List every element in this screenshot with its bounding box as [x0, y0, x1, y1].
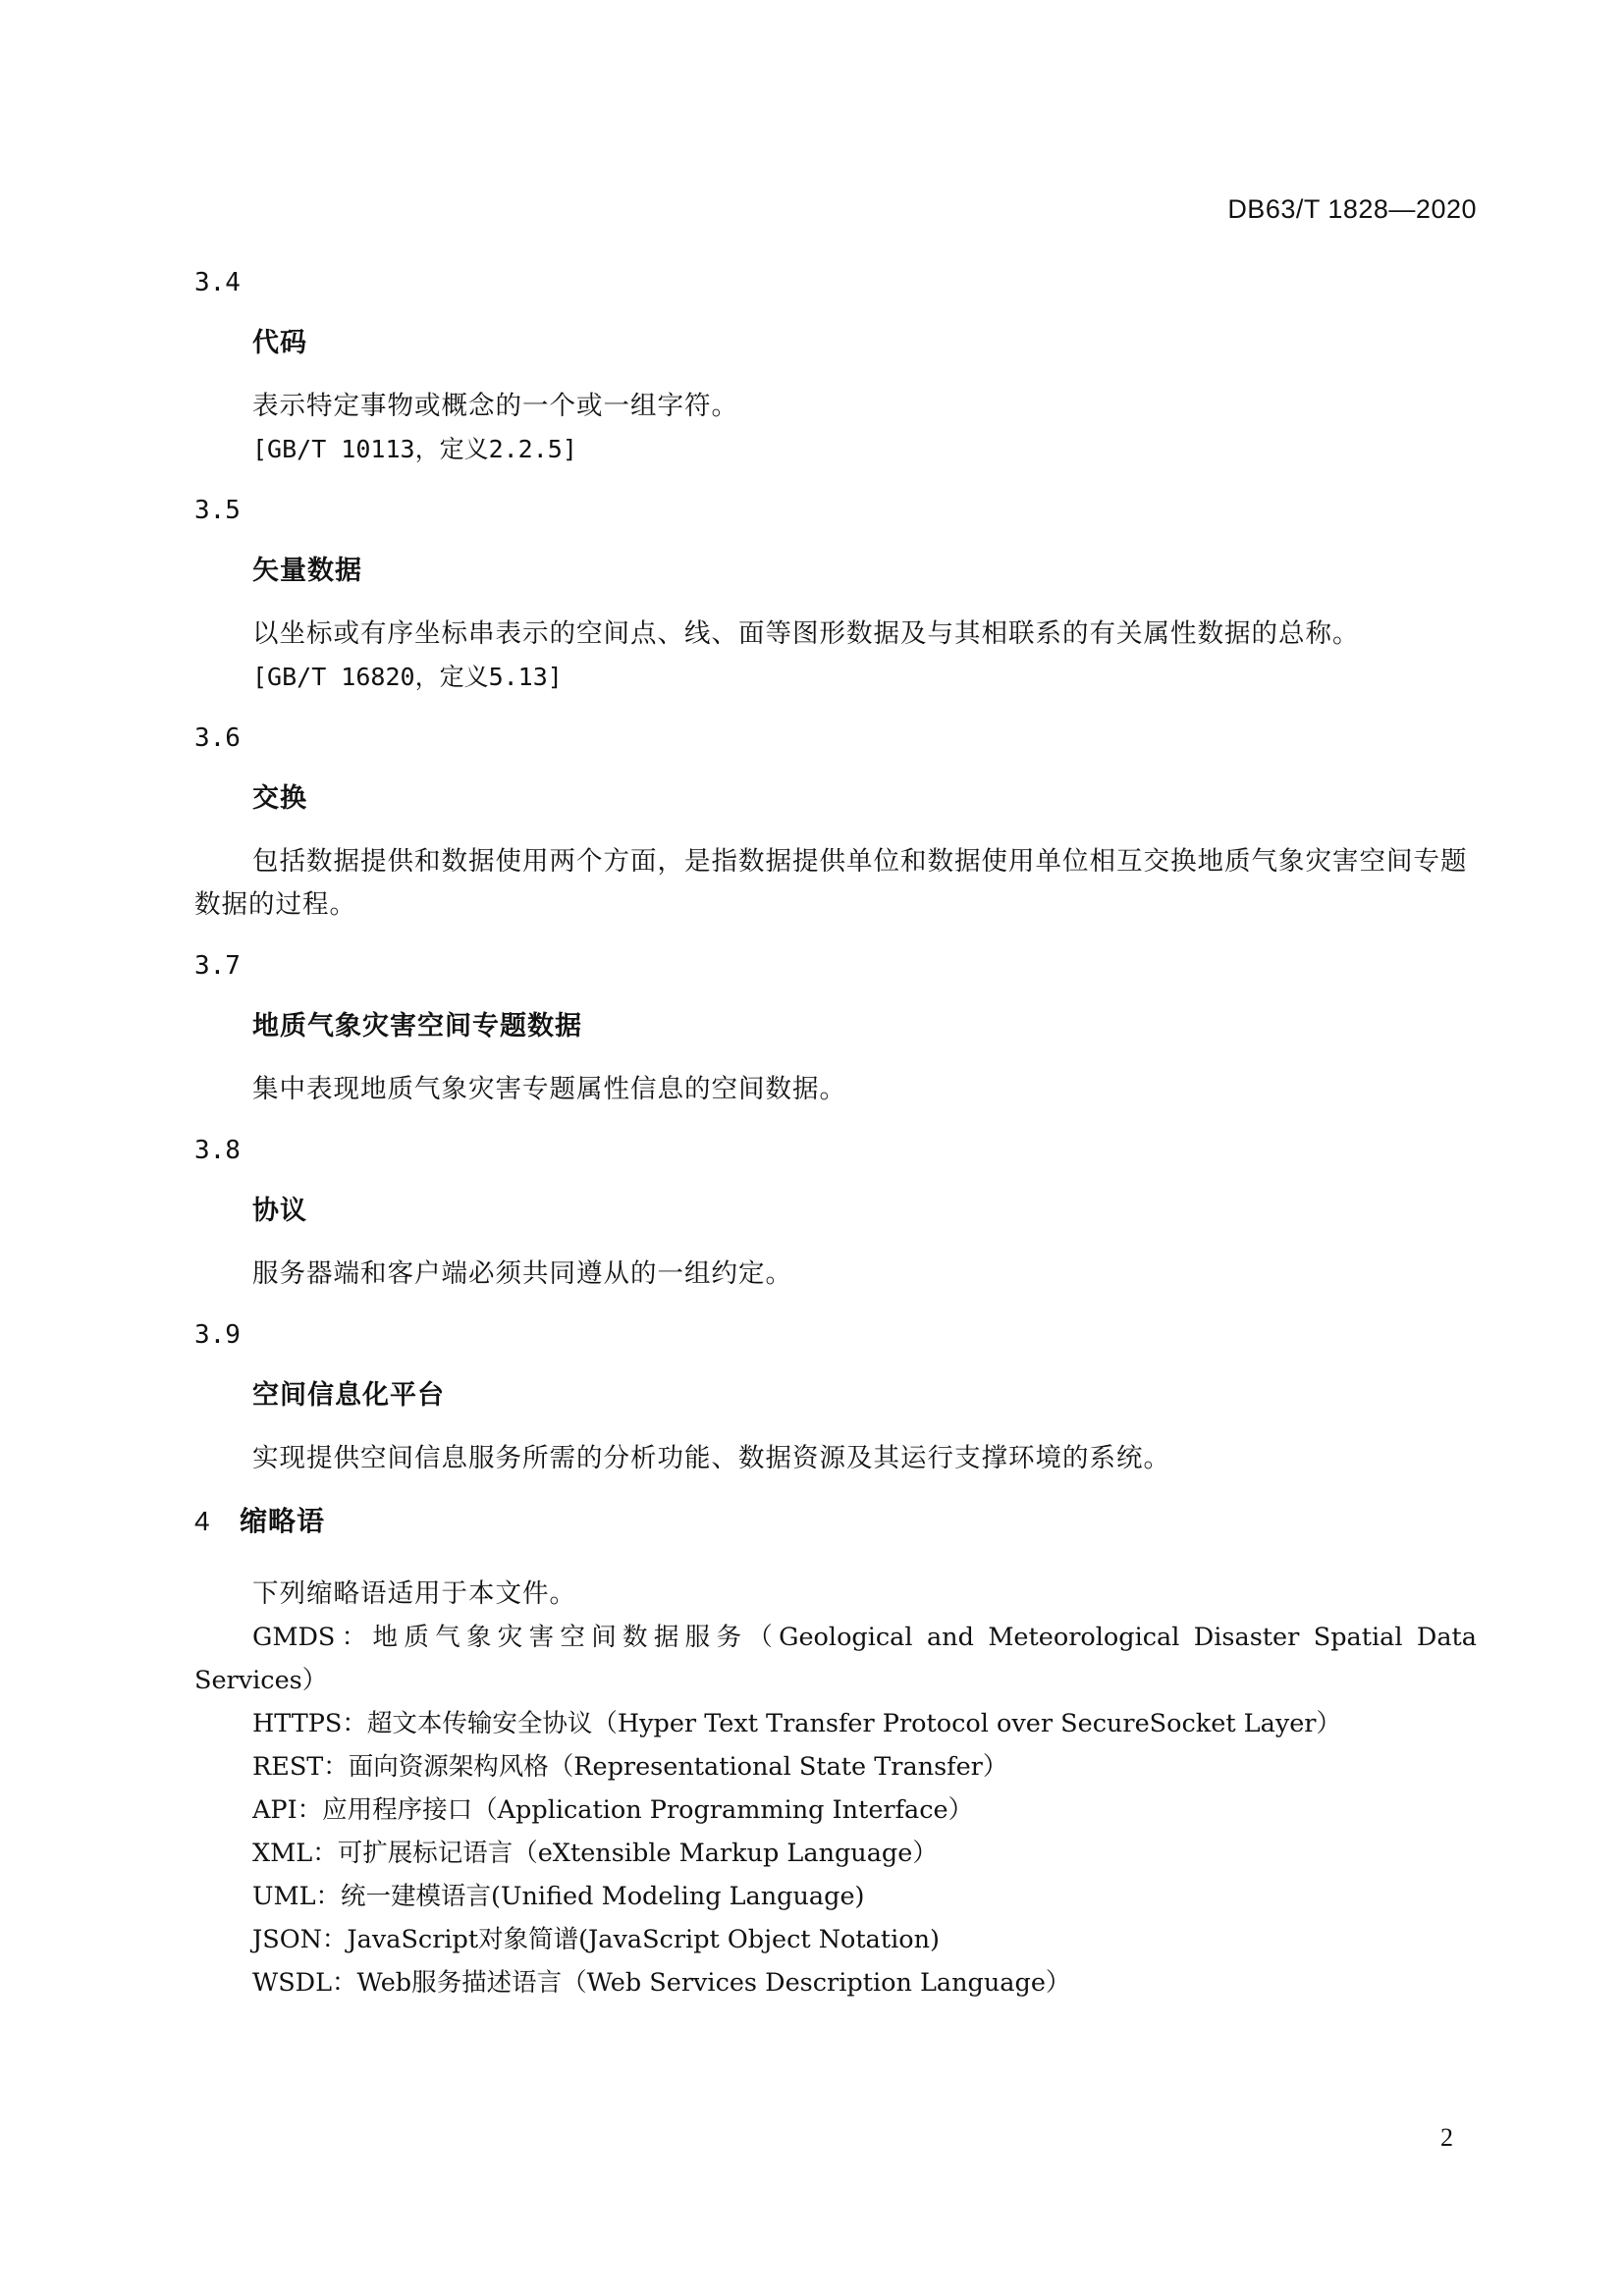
page-content — [194, 263, 1477, 2004]
term-entry — [194, 1131, 1477, 1296]
abbreviation-item: UML：统一建模语言(Unified Modeling Language) — [252, 1882, 865, 1911]
entry-definition: 表示特定事物或概念的一个或一组字符。 — [252, 391, 738, 421]
term-entry — [194, 1315, 1477, 1480]
entry-source: [GB/T 10113，定义2.2.5] — [252, 435, 577, 463]
page-number: 2 — [1440, 2123, 1453, 2152]
abbreviation-item: HTTPS：超文本传输安全协议（Hyper Text Transfer Protocol over SecureSocket Layer） — [252, 1709, 1342, 1738]
entry-definition: 以坐标或有序坐标串表示的空间点、线、面等图形数据及与其相联系的有关属性数据的总称。 — [252, 618, 1360, 649]
term-entry — [194, 719, 1477, 927]
abbreviation-item: WSDL：Web服务描述语言（Web Services Description Language） — [252, 1968, 1071, 1998]
entry-definition: 实现提供空间信息服务所需的分析功能、数据资源及其运行支撑环境的系统。 — [252, 1443, 1170, 1473]
entry-definition: 集中表现地质气象灾害专题属性信息的空间数据。 — [252, 1074, 846, 1104]
abbreviation-item: API：应用程序接口（Application Programming Interface） — [252, 1795, 974, 1825]
section-number: 4 — [194, 1506, 211, 1536]
abbreviation-item: JSON：JavaScript对象简谱(JavaScript Object Notation) — [252, 1925, 940, 1954]
entry-source: [GB/T 16820，定义5.13] — [252, 663, 563, 691]
entry-number: 3.6 — [194, 723, 241, 753]
entry-number: 3.5 — [194, 496, 241, 525]
entry-number: 3.4 — [194, 268, 241, 297]
entry-term: 协议 — [252, 1196, 307, 1226]
entry-term: 空间信息化平台 — [252, 1380, 445, 1411]
entry-number: 3.8 — [194, 1136, 241, 1165]
section-title: 缩略语 — [240, 1505, 326, 1537]
section-intro: 下列缩略语适用于本文件。 — [252, 1578, 576, 1609]
entry-term: 地质气象灾害空间专题数据 — [252, 1011, 582, 1041]
entry-definition: 包括数据提供和数据使用两个方面，是指数据提供单位和数据使用单位相互交换地质气象灾害空间专题数据的过程。 — [194, 846, 1468, 920]
entry-number: 3.7 — [194, 951, 241, 981]
entry-number: 3.9 — [194, 1320, 241, 1350]
abbreviation-item: XML：可扩展标记语言（eXtensible Markup Language） — [252, 1839, 938, 1868]
section-heading — [194, 1500, 1477, 1543]
term-entry — [194, 946, 1477, 1111]
abbreviation-item: REST：面向资源架构风格（Representational State Transfer） — [252, 1752, 1008, 1782]
entry-definition: 服务器端和客户端必须共同遵从的一组约定。 — [252, 1258, 792, 1289]
term-entry — [194, 263, 1477, 471]
abbreviation-list — [194, 1616, 1477, 2004]
entry-term: 代码 — [252, 328, 307, 358]
abbreviation-item: GMDS：地质气象灾害空间数据服务（Geological and Meteorological Disaster Spatial Data Services） — [194, 1623, 1477, 1695]
doc-code-header: DB63/T 1828—2020 — [1227, 194, 1477, 224]
entry-term: 矢量数据 — [252, 556, 362, 586]
term-entry — [194, 491, 1477, 699]
entry-term: 交换 — [252, 783, 307, 814]
